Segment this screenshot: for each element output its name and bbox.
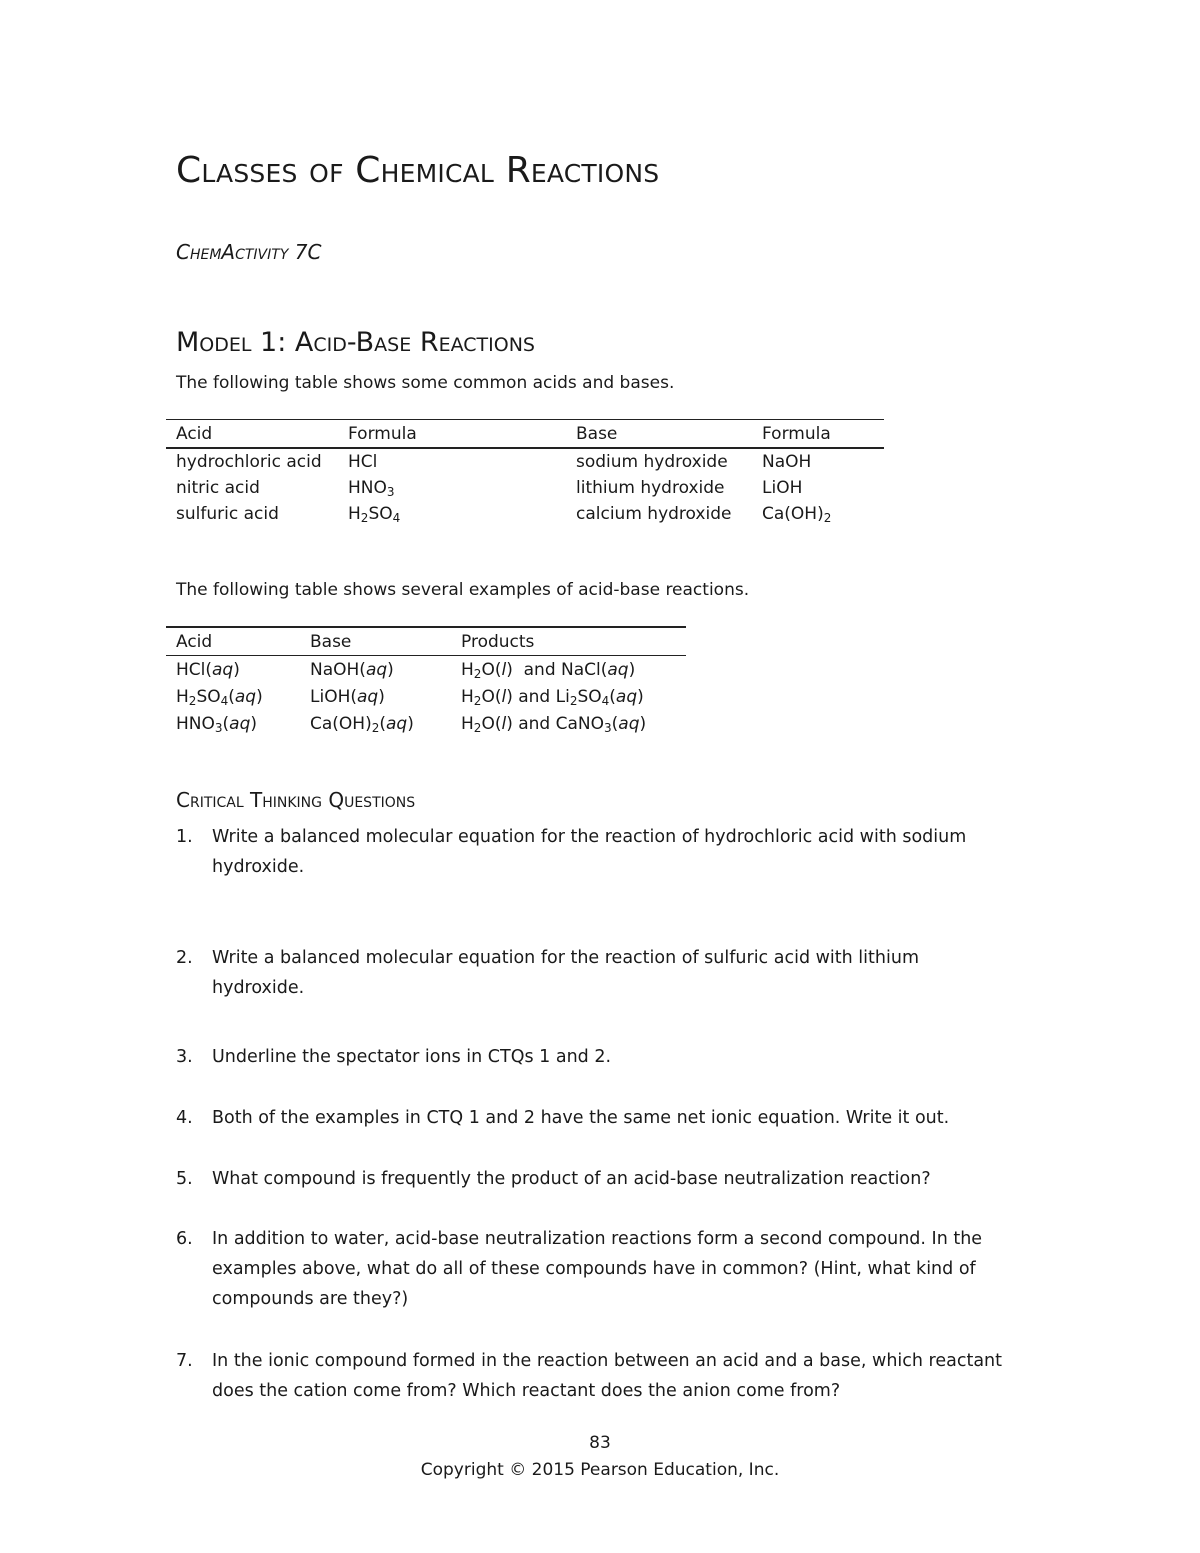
reaction-base: $Ca(OH)_2(aq)$	[310, 713, 414, 735]
table-row	[166, 683, 686, 710]
column-header: Acid	[166, 627, 300, 656]
page-number: 83	[589, 1433, 611, 1453]
acid-name: sulfuric acid	[176, 504, 279, 524]
question-item	[176, 1164, 1016, 1194]
question-text: Underline the spectator ions in CTQs 1 and 2.	[212, 1047, 612, 1067]
question-number: 6.	[176, 1229, 193, 1249]
table1-intro: The following table shows some common acids and bases.	[176, 373, 675, 393]
column-header: Formula	[338, 420, 566, 449]
base-formula: NaOH	[762, 452, 812, 472]
reaction-base: LiOH(aq)	[310, 686, 385, 707]
copyright-notice: Copyright © 2015 Pearson Education, Inc.	[420, 1460, 780, 1480]
acid-name: nitric acid	[176, 478, 260, 498]
question-text: Both of the examples in CTQ 1 and 2 have the same net ionic equation. Write it out.	[212, 1108, 950, 1128]
activity-subtitle: ChemActivity 7C	[176, 240, 322, 264]
table2-intro: The following table shows several examples of acid-base reactions.	[176, 580, 750, 600]
document-title: Classes of Chemical Reactions	[176, 150, 660, 191]
base-name: sodium hydroxide	[576, 452, 728, 472]
question-number: 5.	[176, 1169, 193, 1189]
column-header: Products	[451, 627, 686, 656]
question-item	[176, 1224, 1016, 1314]
column-header: Acid	[166, 420, 338, 449]
reactions-table	[166, 626, 686, 737]
column-header: Formula	[752, 420, 884, 449]
base-name: lithium hydroxide	[576, 478, 725, 498]
question-text: What compound is frequently the product of an acid-base neutralization reaction?	[212, 1169, 931, 1189]
column-header: Base	[566, 420, 752, 449]
question-text: In the ionic compound formed in the reaction between an acid and a base, which reactant does the cation come from? Which reactant does the anion come from?	[212, 1351, 1003, 1401]
acid-formula: $HNO_3$	[348, 478, 395, 499]
reaction-base: NaOH(aq)	[310, 659, 394, 680]
question-number: 1.	[176, 827, 193, 847]
table-header-row	[166, 420, 884, 449]
base-formula: $Ca(OH)_2$	[762, 504, 832, 525]
ctq-heading: Critical Thinking Questions	[176, 788, 416, 812]
question-text: Write a balanced molecular equation for the reaction of hydrochloric acid with sodium hydroxide.	[212, 827, 967, 877]
question-number: 7.	[176, 1351, 193, 1371]
question-text: In addition to water, acid-base neutralization reactions form a second compound. In the examples above, what do all of these compounds have in common? (Hint, what kind of compounds are they?)	[212, 1229, 983, 1309]
model-heading: Model 1: Acid-Base Reactions	[176, 327, 535, 358]
question-item	[176, 1103, 1016, 1133]
acid-formula: HCl	[348, 452, 378, 472]
table-row	[166, 501, 884, 527]
question-item	[176, 822, 1016, 882]
base-name: calcium hydroxide	[576, 504, 732, 524]
acids-bases-table	[166, 419, 884, 527]
table-row	[166, 448, 884, 475]
table-row	[166, 475, 884, 501]
question-item	[176, 1346, 1016, 1406]
acid-name: hydrochloric acid	[176, 452, 322, 472]
reaction-products: $H_2O(l)$ and NaCl(aq)	[461, 659, 636, 681]
base-formula: LiOH	[762, 478, 803, 498]
column-header: Base	[300, 627, 451, 656]
question-number: 2.	[176, 948, 193, 968]
question-number: 4.	[176, 1108, 193, 1128]
question-item	[176, 943, 1016, 1003]
reaction-products: $H_2O(l)$ and $Li_2SO_4(aq)$	[461, 686, 644, 708]
table-row	[166, 656, 686, 684]
reaction-acid: $HNO_3(aq)$	[176, 713, 258, 735]
reaction-acid: $H_2SO_4(aq)$	[176, 686, 263, 708]
question-item	[176, 1042, 1016, 1072]
reaction-acid: HCl(aq)	[176, 659, 240, 680]
acid-formula: $H_2SO_4$	[348, 504, 401, 525]
table-row	[166, 710, 686, 737]
table-header-row	[166, 627, 686, 656]
question-text: Write a balanced molecular equation for the reaction of sulfuric acid with lithium hydroxide.	[212, 948, 919, 998]
reaction-products: $H_2O(l)$ and CaNO$_3$(aq)	[461, 713, 647, 735]
question-number: 3.	[176, 1047, 193, 1067]
